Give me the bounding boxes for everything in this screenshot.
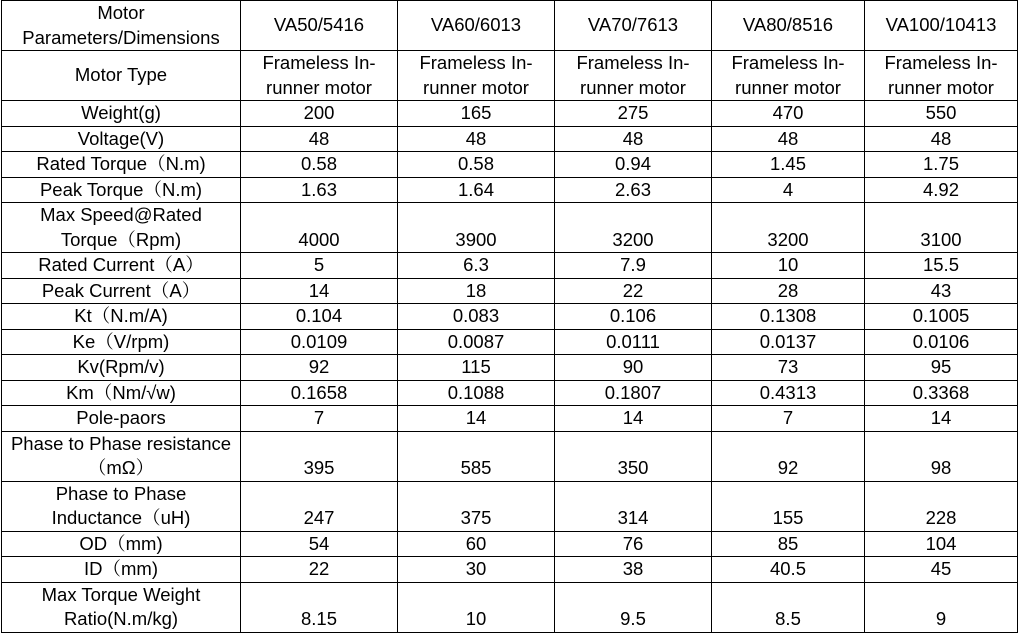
value-text: 1.64 xyxy=(457,178,494,200)
value-text: 350 xyxy=(617,457,649,478)
value-cell xyxy=(398,278,555,304)
value-cell xyxy=(241,380,398,406)
parameter-label: OD（mm) xyxy=(79,532,163,554)
value-text: 22 xyxy=(622,279,644,301)
parameter-label: Max Speed@Rated xyxy=(40,204,202,225)
value-cell xyxy=(398,355,555,381)
value-text: 2.63 xyxy=(614,178,651,200)
parameter-label: Pole-paors xyxy=(76,407,166,428)
table-row xyxy=(2,101,1018,127)
table-row xyxy=(2,531,1018,557)
value-text: 18 xyxy=(465,279,487,301)
value-text: 15.5 xyxy=(922,254,959,275)
parameter-label: ID（mm) xyxy=(84,558,158,579)
value-text: 1.75 xyxy=(922,153,959,174)
value-cell xyxy=(241,278,398,304)
value-cell xyxy=(398,253,555,279)
value-text: 0.0109 xyxy=(290,330,348,352)
value-cell xyxy=(398,329,555,355)
value-text: 0.1088 xyxy=(447,381,505,403)
model-header: VA60/6013 xyxy=(398,1,555,51)
value-cell xyxy=(398,203,555,253)
value-cell xyxy=(398,304,555,330)
value-text: Frameless In- xyxy=(576,52,690,73)
value-text: 0.0087 xyxy=(447,330,505,352)
parameter-label-cell xyxy=(2,304,241,330)
value-cell xyxy=(712,253,865,279)
value-text: 275 xyxy=(617,102,649,123)
value-cell xyxy=(865,304,1018,330)
value-text: 470 xyxy=(772,102,804,123)
value-text: 48 xyxy=(777,127,799,149)
parameter-label: Peak Current（A） xyxy=(41,279,201,301)
value-text: 10 xyxy=(465,608,487,629)
value-text: runner motor xyxy=(580,76,686,98)
value-cell xyxy=(712,304,865,330)
value-text: 1.45 xyxy=(769,153,806,174)
value-text: 0.58 xyxy=(300,153,337,174)
value-cell xyxy=(712,278,865,304)
parameter-label-cell xyxy=(2,380,241,406)
value-cell xyxy=(555,152,712,178)
value-text: Frameless In- xyxy=(731,52,845,73)
value-cell xyxy=(712,431,865,481)
value-cell xyxy=(241,329,398,355)
parameter-label-cell xyxy=(2,557,241,583)
header-label-line: Parameters/Dimensions xyxy=(22,26,220,48)
table-row xyxy=(2,557,1018,583)
value-cell xyxy=(555,253,712,279)
value-text: 92 xyxy=(777,457,799,478)
header-row xyxy=(2,1,1018,51)
parameter-label: Torque（Rpm) xyxy=(60,228,182,250)
table-row xyxy=(2,582,1018,632)
parameter-label: Km（Nm/√w) xyxy=(66,381,176,403)
model-header: VA100/10413 xyxy=(865,1,1018,51)
value-cell xyxy=(555,329,712,355)
value-cell xyxy=(712,177,865,203)
value-text: 48 xyxy=(930,127,952,149)
value-text: 14 xyxy=(930,407,952,428)
value-text: 14 xyxy=(308,279,330,301)
value-text: 45 xyxy=(930,558,952,579)
value-text: 1.63 xyxy=(300,178,337,200)
value-cell xyxy=(712,152,865,178)
table-row xyxy=(2,152,1018,178)
value-cell xyxy=(712,329,865,355)
parameter-label-cell xyxy=(2,152,241,178)
value-text: 200 xyxy=(303,102,335,123)
value-cell xyxy=(555,355,712,381)
value-cell xyxy=(865,406,1018,432)
value-text: 4000 xyxy=(298,228,340,250)
value-text: 0.083 xyxy=(452,305,500,326)
value-text: 8.15 xyxy=(300,608,337,629)
parameter-label: Peak Torque（N.m) xyxy=(39,178,203,200)
value-text: Frameless In- xyxy=(419,52,533,73)
value-text: 0.1658 xyxy=(290,381,348,403)
value-cell xyxy=(712,531,865,557)
value-text: 0.4313 xyxy=(759,381,817,403)
value-cell xyxy=(555,101,712,127)
value-cell xyxy=(398,51,555,101)
parameter-label-cell xyxy=(2,582,241,632)
value-cell xyxy=(241,51,398,101)
parameter-label-cell xyxy=(2,101,241,127)
parameter-label: Inductance（uH) xyxy=(51,507,191,528)
value-text: 95 xyxy=(930,356,952,377)
value-cell xyxy=(712,557,865,583)
value-cell xyxy=(712,101,865,127)
value-text: runner motor xyxy=(735,76,841,98)
table-row xyxy=(2,329,1018,355)
parameter-label: （mΩ） xyxy=(87,457,155,478)
value-cell xyxy=(241,203,398,253)
parameter-label: Weight(g) xyxy=(81,102,161,123)
value-cell xyxy=(241,557,398,583)
value-text: 14 xyxy=(622,407,644,428)
value-text: 155 xyxy=(772,507,804,528)
value-text: 585 xyxy=(460,457,492,478)
parameter-label: Kt（N.m/A) xyxy=(74,305,168,326)
value-cell xyxy=(398,380,555,406)
parameter-label-cell xyxy=(2,51,241,101)
value-cell xyxy=(555,431,712,481)
table-row xyxy=(2,481,1018,531)
parameter-label-cell xyxy=(2,203,241,253)
value-text: 0.0137 xyxy=(759,330,817,352)
value-cell xyxy=(241,481,398,531)
value-text: 4.92 xyxy=(922,178,959,200)
value-cell xyxy=(865,253,1018,279)
value-text: 9 xyxy=(935,608,947,629)
value-text: 43 xyxy=(930,279,952,301)
parameter-label: Kv(Rpm/v) xyxy=(77,356,165,377)
value-text: 48 xyxy=(465,127,487,149)
value-cell xyxy=(865,531,1018,557)
table-row xyxy=(2,304,1018,330)
value-cell xyxy=(865,278,1018,304)
table-row xyxy=(2,253,1018,279)
header-label-line: Motor xyxy=(97,2,145,23)
value-cell xyxy=(398,101,555,127)
value-text: runner motor xyxy=(266,76,372,98)
value-text: 0.58 xyxy=(457,153,494,174)
table-row xyxy=(2,406,1018,432)
value-text: 76 xyxy=(622,532,644,554)
model-header: VA80/8516 xyxy=(712,1,865,51)
table-row xyxy=(2,203,1018,253)
value-text: 0.3368 xyxy=(912,381,970,403)
parameter-label: Motor Type xyxy=(74,64,168,86)
value-text: runner motor xyxy=(888,76,994,98)
value-text: 0.1807 xyxy=(604,381,662,403)
table-row xyxy=(2,126,1018,152)
value-text: 0.106 xyxy=(609,305,657,326)
value-cell xyxy=(865,51,1018,101)
value-cell xyxy=(398,431,555,481)
value-text: 22 xyxy=(308,558,330,579)
value-text: 54 xyxy=(308,532,330,554)
parameter-label-cell xyxy=(2,177,241,203)
value-text: 247 xyxy=(303,507,335,528)
value-cell xyxy=(241,355,398,381)
table-row xyxy=(2,177,1018,203)
value-text: 0.1308 xyxy=(759,305,817,326)
motor-spec-table xyxy=(1,0,1018,633)
parameter-label-cell xyxy=(2,431,241,481)
value-cell xyxy=(555,304,712,330)
value-text: 7 xyxy=(782,407,794,428)
value-cell xyxy=(865,177,1018,203)
value-text: runner motor xyxy=(423,76,529,98)
table-row xyxy=(2,355,1018,381)
value-cell xyxy=(865,126,1018,152)
value-cell xyxy=(865,355,1018,381)
value-cell xyxy=(865,329,1018,355)
value-cell xyxy=(865,203,1018,253)
value-text: 85 xyxy=(777,532,799,554)
value-cell xyxy=(555,126,712,152)
parameter-label: Rated Current（A） xyxy=(38,254,204,275)
value-text: 3200 xyxy=(767,228,809,250)
value-cell xyxy=(555,278,712,304)
value-text: 104 xyxy=(925,532,957,554)
value-text: 6.3 xyxy=(463,254,489,275)
value-text: 9.5 xyxy=(620,608,646,629)
value-cell xyxy=(712,582,865,632)
value-cell xyxy=(241,406,398,432)
value-cell xyxy=(865,431,1018,481)
value-cell xyxy=(555,203,712,253)
value-cell xyxy=(241,177,398,203)
value-cell xyxy=(555,51,712,101)
value-cell xyxy=(241,431,398,481)
value-text: 14 xyxy=(465,407,487,428)
value-cell xyxy=(241,531,398,557)
value-text: 0.0106 xyxy=(912,330,970,352)
value-cell xyxy=(712,51,865,101)
value-text: 0.1005 xyxy=(912,305,970,326)
value-text: 115 xyxy=(461,356,491,377)
value-cell xyxy=(241,582,398,632)
value-text: 48 xyxy=(308,127,330,149)
value-cell xyxy=(241,304,398,330)
value-cell xyxy=(398,406,555,432)
value-text: 550 xyxy=(925,102,957,123)
value-text: 228 xyxy=(925,507,957,528)
parameter-label: Phase to Phase resistance xyxy=(10,432,232,454)
value-cell xyxy=(241,253,398,279)
value-cell xyxy=(398,177,555,203)
parameter-label: Rated Torque（N.m) xyxy=(36,153,206,174)
table-row xyxy=(2,51,1018,101)
parameter-label-cell xyxy=(2,126,241,152)
value-cell xyxy=(398,152,555,178)
value-text: 314 xyxy=(617,507,649,528)
table-row xyxy=(2,278,1018,304)
value-text: 92 xyxy=(308,356,330,377)
parameter-label: Ke（V/rpm) xyxy=(72,330,170,352)
value-text: 40.5 xyxy=(769,558,806,579)
value-cell xyxy=(398,557,555,583)
value-cell xyxy=(865,101,1018,127)
value-text: 395 xyxy=(303,457,335,478)
value-text: 7.9 xyxy=(620,254,646,275)
value-text: 4 xyxy=(782,178,794,200)
value-text: 0.0111 xyxy=(606,330,660,352)
value-text: 0.94 xyxy=(614,153,651,174)
value-cell xyxy=(398,481,555,531)
value-text: 90 xyxy=(622,356,644,377)
parameter-label-cell xyxy=(2,406,241,432)
value-cell xyxy=(241,101,398,127)
value-cell xyxy=(555,481,712,531)
value-text: 38 xyxy=(622,558,644,579)
parameter-label-cell xyxy=(2,355,241,381)
value-text: 48 xyxy=(622,127,644,149)
value-cell xyxy=(712,126,865,152)
value-cell xyxy=(398,126,555,152)
value-cell xyxy=(398,531,555,557)
value-text: 5 xyxy=(313,254,325,275)
value-text: 73 xyxy=(777,356,799,377)
parameter-label-cell xyxy=(2,329,241,355)
value-cell xyxy=(555,582,712,632)
value-cell xyxy=(555,177,712,203)
value-cell xyxy=(555,557,712,583)
model-header: VA50/5416 xyxy=(241,1,398,51)
value-cell xyxy=(865,557,1018,583)
value-cell xyxy=(712,355,865,381)
parameter-label: Ratio(N.m/kg) xyxy=(63,608,179,629)
value-text: Frameless In- xyxy=(884,52,998,73)
parameter-label: Max Torque Weight xyxy=(41,583,201,605)
parameter-label: Voltage(V) xyxy=(77,127,165,149)
value-cell xyxy=(712,203,865,253)
value-text: 3900 xyxy=(455,228,497,250)
value-cell xyxy=(555,380,712,406)
value-text: 98 xyxy=(930,457,952,478)
table-row xyxy=(2,431,1018,481)
value-cell xyxy=(241,126,398,152)
parameter-label-cell xyxy=(2,253,241,279)
value-cell xyxy=(398,582,555,632)
value-cell xyxy=(712,406,865,432)
value-text: 10 xyxy=(777,254,799,275)
value-text: 30 xyxy=(465,558,487,579)
value-text: 7 xyxy=(313,407,325,428)
parameter-label: Phase to Phase xyxy=(55,482,187,504)
value-text: 0.104 xyxy=(295,305,343,326)
table-row xyxy=(2,380,1018,406)
parameter-label-cell xyxy=(2,531,241,557)
value-text: Frameless In- xyxy=(262,52,376,73)
value-text: 3200 xyxy=(612,228,654,250)
value-cell xyxy=(865,380,1018,406)
value-cell xyxy=(712,481,865,531)
value-cell xyxy=(865,152,1018,178)
value-cell xyxy=(555,531,712,557)
parameter-label-cell xyxy=(2,481,241,531)
value-cell xyxy=(241,152,398,178)
table-body xyxy=(2,1,1018,633)
value-text: 60 xyxy=(465,532,487,554)
value-text: 3100 xyxy=(920,228,962,250)
value-cell xyxy=(712,380,865,406)
header-label-cell xyxy=(2,1,241,51)
value-cell xyxy=(865,582,1018,632)
model-header: VA70/7613 xyxy=(555,1,712,51)
value-cell xyxy=(865,481,1018,531)
parameter-label-cell xyxy=(2,278,241,304)
value-text: 28 xyxy=(777,279,799,301)
value-text: 375 xyxy=(460,507,492,528)
value-text: 8.5 xyxy=(775,608,801,629)
value-text: 165 xyxy=(460,102,492,123)
value-cell xyxy=(555,406,712,432)
